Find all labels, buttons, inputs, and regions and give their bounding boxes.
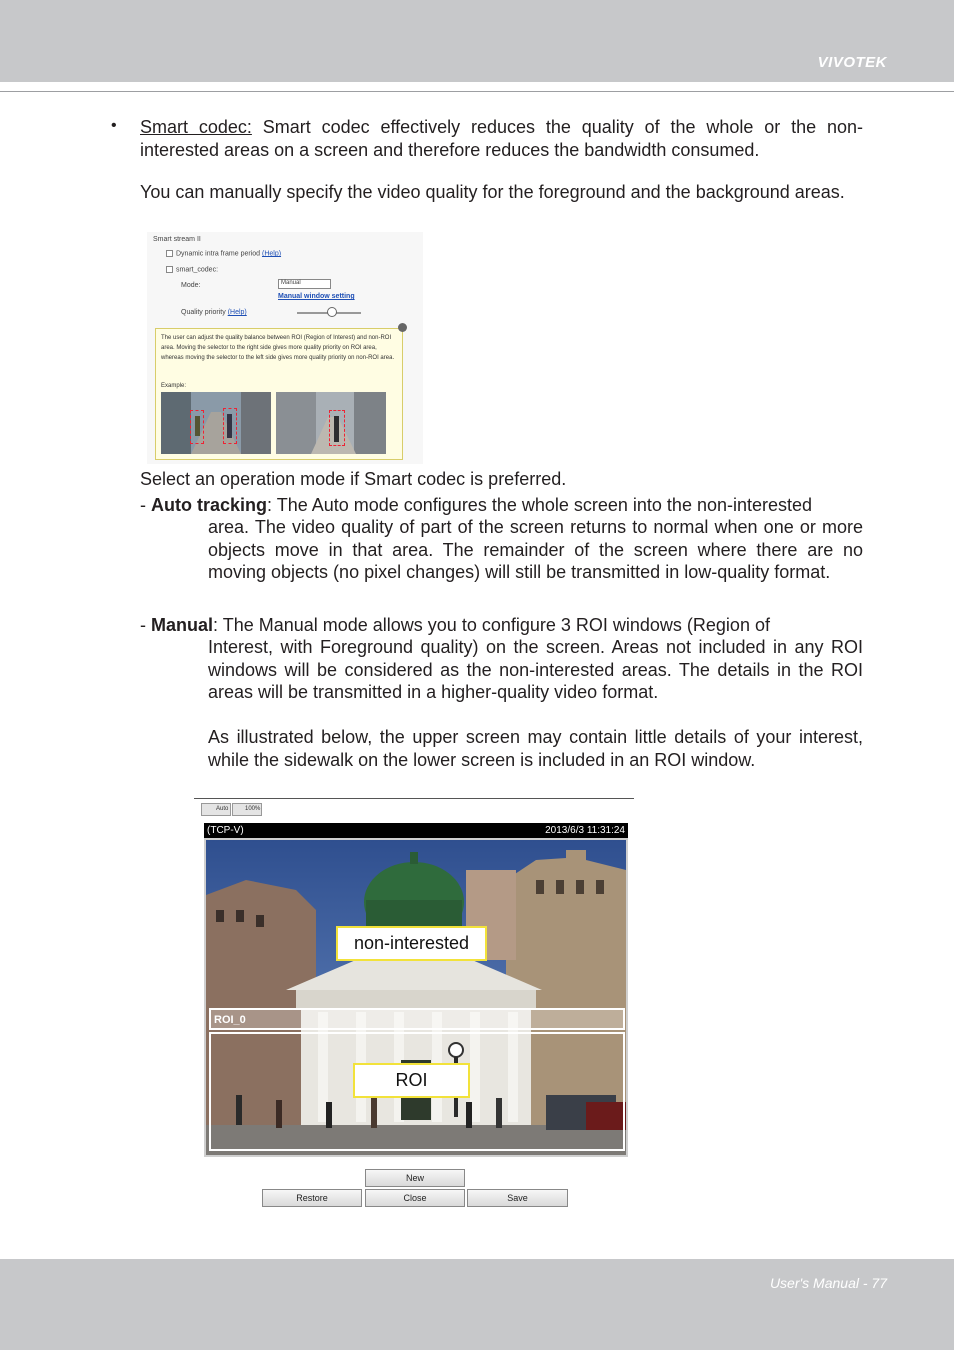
roi-marker	[329, 410, 345, 446]
brand-name: VIVOTEK	[817, 54, 887, 71]
page-header	[0, 0, 954, 82]
restore-button[interactable]: Restore	[262, 1189, 362, 1207]
select-mode-text: Select an operation mode if Smart codec is preferred.	[140, 469, 567, 489]
close-icon[interactable]	[398, 323, 407, 332]
tip-text: The user can adjust the quality balance between ROI (Region of Interest) and non-ROI area. Moving the selector to the right side gives more quality priority on ROI area, whereas moving the selector to the left side gives more quality priority on non-ROI area.	[161, 335, 395, 361]
roi-window-title-bar[interactable]	[209, 1008, 625, 1030]
auto-tracking-lead: : The Auto mode configures the whole screen into the non-interested	[267, 495, 813, 515]
manual-quality-note: You can manually specify the video quality for the foreground and the background areas.	[140, 182, 845, 202]
save-button[interactable]: Save	[467, 1189, 568, 1207]
roi-window-label: ROI_0	[214, 1014, 246, 1026]
video-timestamp: 2013/6/3 11:31:24	[545, 825, 625, 836]
mode-select[interactable]: Manual	[278, 279, 331, 289]
bullet-marker: •	[111, 117, 117, 134]
roi-marker	[223, 408, 237, 444]
screenshot-divider	[194, 798, 634, 799]
manual-dash: -	[140, 615, 151, 635]
roi-callout: ROI	[353, 1063, 470, 1098]
page-footer	[0, 1259, 954, 1350]
non-interested-callout: non-interested	[336, 926, 487, 961]
illustration-text: As illustrated below, the upper screen may contain little details of your interest, while the sidewalk on the lower screen is included in an ROI window.	[208, 727, 863, 770]
full-size-view-button[interactable]: 100%	[232, 803, 262, 816]
example-image-right	[276, 392, 386, 454]
manual-body: Interest, with Foreground quality) on the screen. Areas not included in any ROI windows will be considered as the non-interested areas. The details in the ROI areas will be transmitted in a higher-quality video format.	[208, 637, 863, 702]
video-status-bar	[204, 823, 628, 838]
auto-tracking-term: Auto tracking	[151, 495, 268, 515]
smart-codec-description: Smart codec effectively reduces the quality of the whole or the non-interested areas on a screen and therefore reduces the bandwidth consumed.	[140, 117, 863, 160]
smart-codec-intro	[140, 116, 863, 161]
live-video-view[interactable]	[204, 838, 628, 1157]
close-button[interactable]: Close	[365, 1189, 465, 1207]
dynamic-help-link[interactable]: (Help)	[261, 250, 282, 258]
header-divider	[0, 91, 954, 92]
manual-heading	[140, 614, 863, 637]
example-image-left	[161, 392, 271, 454]
quality-priority-row	[181, 309, 247, 316]
dynamic-intra-label: Dynamic intra frame period	[176, 250, 261, 258]
quality-help-link[interactable]: (Help)	[227, 309, 247, 316]
new-button[interactable]: New	[365, 1169, 465, 1187]
example-label: Example:	[161, 383, 187, 389]
quality-tip-box	[155, 328, 403, 460]
dynamic-intra-frame-row	[166, 250, 281, 257]
smart-codec-checkbox[interactable]	[166, 266, 173, 273]
mode-label: Mode:	[181, 282, 201, 289]
roi-marker	[190, 410, 204, 444]
manual-term: Manual	[151, 615, 214, 635]
auto-dash: -	[140, 495, 151, 515]
dynamic-intra-checkbox[interactable]	[166, 250, 173, 257]
smart-stream-title: Smart stream II	[153, 236, 201, 243]
quality-priority-label: Quality priority	[181, 309, 226, 316]
manual-lead: : The Manual mode allows you to configure 3 ROI windows (Region of	[213, 615, 770, 635]
smart-codec-row	[166, 266, 218, 273]
smart-stream-settings-screenshot	[147, 232, 423, 464]
smart-codec-term: Smart codec:	[140, 117, 252, 137]
page-number: User's Manual - 77	[769, 1275, 887, 1291]
quality-slider-knob[interactable]	[327, 307, 337, 317]
manual-window-setting-link[interactable]: Manual window setting	[278, 293, 355, 300]
auto-tracking-heading	[140, 494, 863, 517]
auto-view-button[interactable]: Auto	[201, 803, 231, 816]
auto-tracking-body: area. The video quality of part of the screen returns to normal when one or more objects move in that area. The remainder of the screen where there are no moving objects (no pixel changes) will still be transmitted in low-quality format.	[208, 517, 863, 582]
stream-protocol: (TCP-V)	[207, 825, 244, 836]
smart-codec-label: smart_codec:	[176, 266, 219, 274]
